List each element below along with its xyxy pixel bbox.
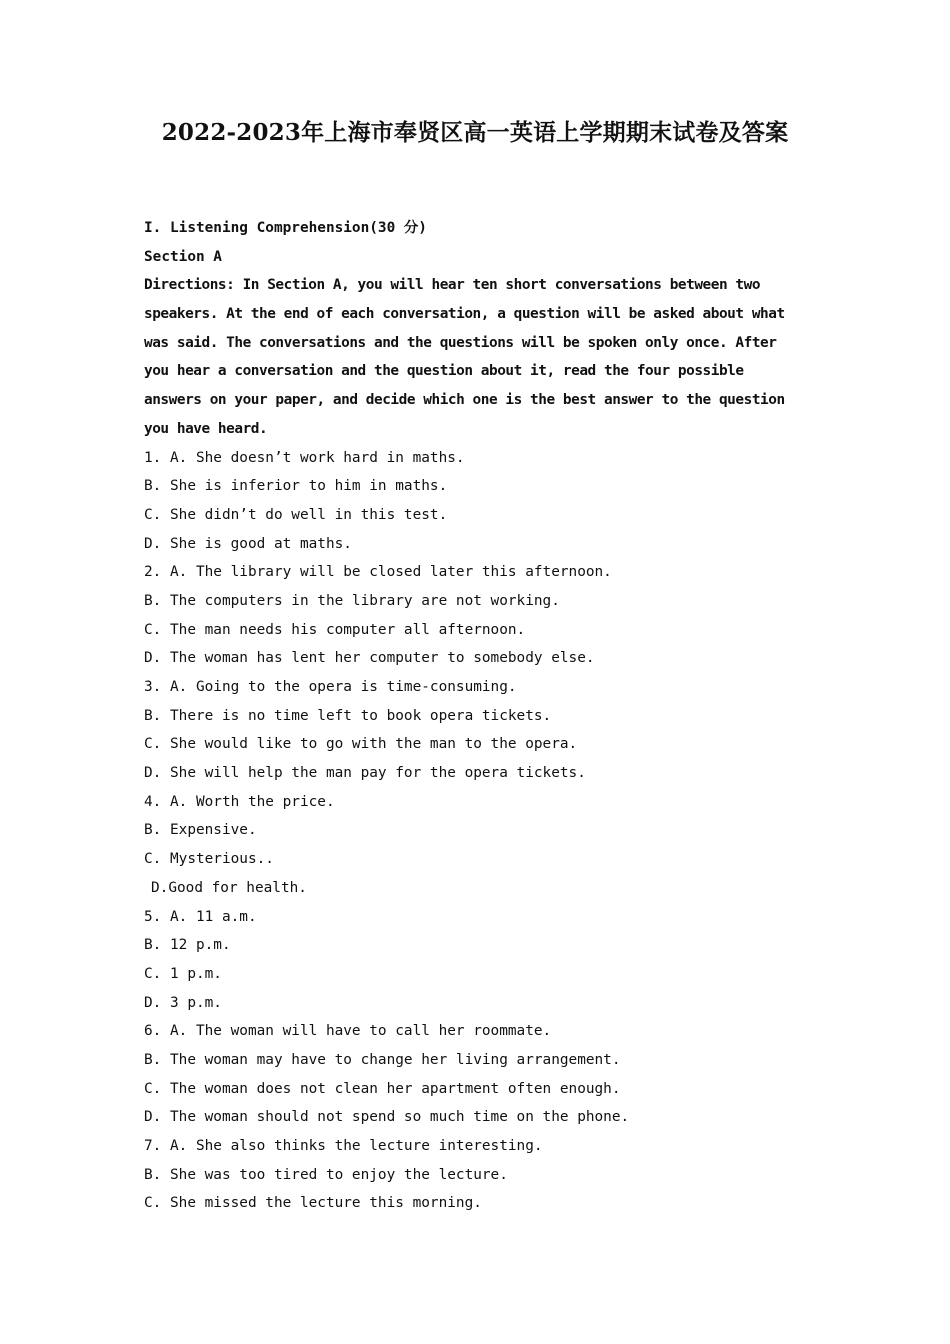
directions-line: Directions: In Section A, you will hear ten short conversations between two xyxy=(144,277,761,294)
option-line: B. The woman may have to change her living arrangement. xyxy=(144,1051,621,1068)
question-line: 6. A. The woman will have to call her roommate. xyxy=(144,1023,552,1040)
option-line: D. The woman should not spend so much time on the phone. xyxy=(144,1109,630,1126)
document-title: 2022-2023年上海市奉贤区高一英语上学期期末试卷及答案 xyxy=(161,119,789,146)
question-list xyxy=(144,444,806,1219)
option-line: C. She didn’t do well in this test. xyxy=(144,506,448,523)
option-line: D. The woman has lent her computer to somebody else. xyxy=(144,650,595,667)
option-line: D.Good for health. xyxy=(151,879,307,896)
option-line: B. She was too tired to enjoy the lecture. xyxy=(144,1166,508,1183)
option-line: C. The woman does not clean her apartment often enough. xyxy=(144,1080,621,1097)
option-line: B. She is inferior to him in maths. xyxy=(144,478,448,495)
section-label: Section A xyxy=(144,248,222,265)
option-line: C. She missed the lecture this morning. xyxy=(144,1195,482,1212)
directions-line: you have heard. xyxy=(144,420,268,437)
option-line: B. Expensive. xyxy=(144,822,257,839)
option-line: B. The computers in the library are not working. xyxy=(144,592,560,609)
directions-paragraph xyxy=(144,271,806,443)
section-heading: I. Listening Comprehension(30 分) xyxy=(144,220,427,236)
option-line: B. There is no time left to book opera tickets. xyxy=(144,707,552,724)
document-body xyxy=(144,214,806,1218)
option-line: D. She is good at maths. xyxy=(144,535,352,552)
option-line: D. 3 p.m. xyxy=(144,994,222,1011)
question-line: 2. A. The library will be closed later this afternoon. xyxy=(144,564,612,581)
option-line: C. 1 p.m. xyxy=(144,965,222,982)
question-line: 3. A. Going to the opera is time-consuming. xyxy=(144,679,517,695)
question-line: 5. A. 11 a.m. xyxy=(144,908,257,925)
question-line: 4. A. Worth the price. xyxy=(144,793,335,810)
option-line: D. She will help the man pay for the opera tickets. xyxy=(144,765,586,782)
directions-line: was said. The conversations and the questions will be spoken only once. After xyxy=(144,334,777,351)
option-line: B. 12 p.m. xyxy=(144,937,231,954)
question-line: 1. A. She doesn’t work hard in maths. xyxy=(144,449,465,466)
option-line: C. She would like to go with the man to the opera. xyxy=(144,736,578,753)
directions-line: you hear a conversation and the question about it, read the four possible xyxy=(144,363,744,380)
option-line: C. Mysterious.. xyxy=(144,851,274,868)
directions-line: answers on your paper, and decide which one is the best answer to the question xyxy=(144,392,785,409)
directions-line: speakers. At the end of each conversation, a question will be asked about what xyxy=(144,306,785,323)
question-line: 7. A. She also thinks the lecture interesting. xyxy=(144,1138,543,1154)
option-line: C. The man needs his computer all afternoon. xyxy=(144,621,526,638)
